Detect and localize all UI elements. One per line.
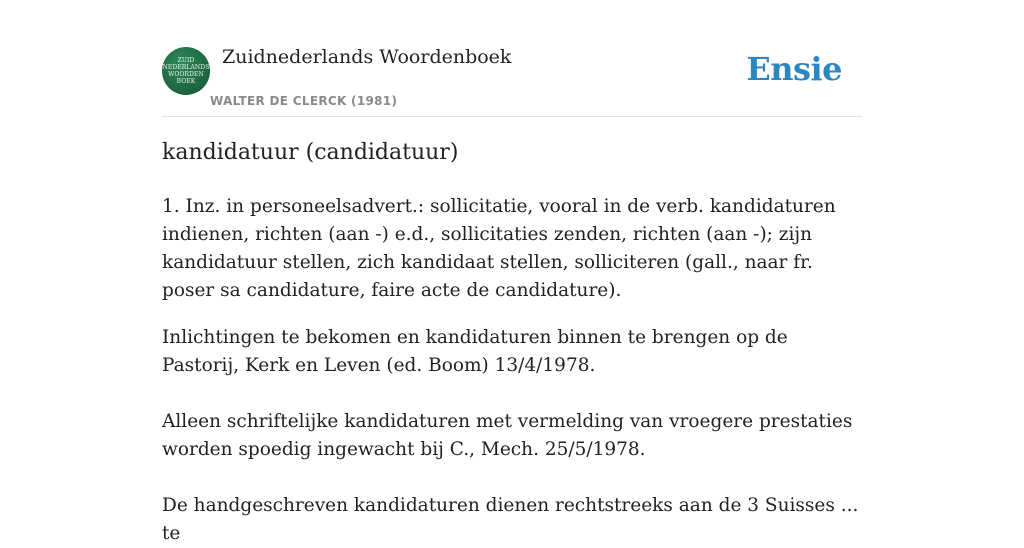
example-quote: Alleen schriftelijke kandidaturen met vermelding van vroegere prestaties worden spoedig ingewacht bij C., Mech. 25/5/1978. xyxy=(162,411,853,460)
dictionary-header xyxy=(162,0,862,117)
dictionary-author: WALTER DE CLERCK (1981) xyxy=(210,94,398,108)
logo-text-line: ZUID xyxy=(177,57,195,64)
entry-definition: 1. Inz. in personeelsadvert.: sollicitatie, vooral in de verb. kandidaturen indienen, richten (aan -) e.d., sollicitaties zenden, richten (aan -); zijn kandidatuur stellen, zich kandidaat stellen, solliciteren (gall., naar fr. poser sa candidature, faire acte de candidature). xyxy=(162,196,836,301)
logo-text-line: NEDERLANDS xyxy=(162,64,210,71)
entry-term: kandidatuur (candidatuur) xyxy=(162,140,459,165)
logo-text-line: WOORDEN xyxy=(168,71,204,78)
ensie-logo[interactable]: Ensie xyxy=(746,50,842,88)
dictionary-title[interactable]: Zuidnederlands Woordenboek xyxy=(222,46,512,68)
example-quote: De handgeschreven kandidaturen dienen rechtstreeks aan de 3 Suisses ... te xyxy=(162,495,859,544)
logo-text-line: BOEK xyxy=(176,78,196,85)
page-container xyxy=(162,0,862,544)
example-quote: Inlichtingen te bekomen en kandidaturen binnen te brengen op de Pastorij, Kerk en Leven (ed. Boom) 13/4/1978. xyxy=(162,327,788,376)
dictionary-logo[interactable] xyxy=(162,47,210,95)
